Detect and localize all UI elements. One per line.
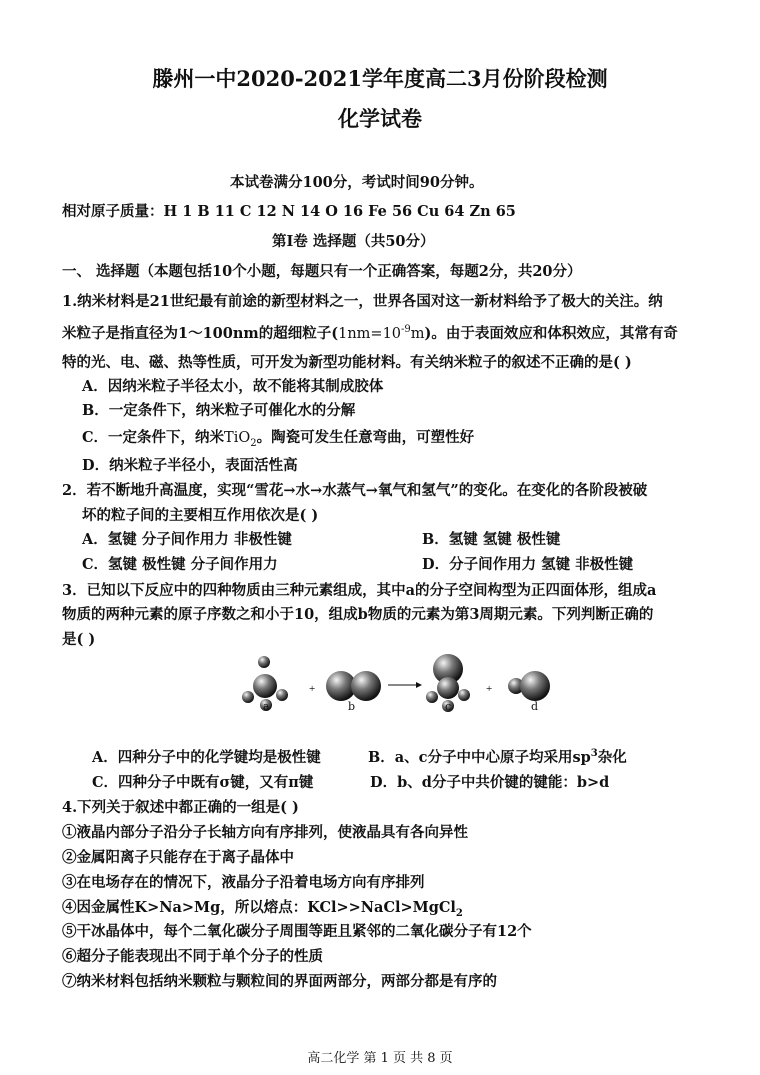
q3-line3: 是( ) — [62, 631, 96, 648]
q2-option-d: D．分子间作用力 氢键 非极性键 — [422, 556, 634, 573]
q1-line2 — [62, 324, 678, 344]
q1-line2a: 米粒子是指直径为1～100nm的超细粒子( — [62, 325, 339, 342]
label-d: d — [531, 700, 539, 713]
molecule-d — [508, 671, 550, 701]
atomic-mass: 相对原子质量：H 1 B 11 C 12 N 14 O 16 Fe 56 Cu 64 Zn 65 — [62, 203, 516, 220]
q4-item-2: ②金属阳离子只能存在于离子晶体中 — [62, 849, 294, 866]
q1-option-c: C．一定条件下，纳米TiO$_2$。陶瓷可发生任意弯曲，可塑性好 — [82, 429, 475, 449]
q1-line1: 1.纳米材料是21世纪最有前途的新型材料之一，世界各国对这一新材料给予了极大的关注。纳 — [62, 293, 663, 310]
exam-subtitle: 化学试卷 — [338, 106, 422, 131]
q1-option-a: A．因纳米粒子半径太小，故不能将其制成胶体 — [82, 378, 384, 395]
q4-line1: 4.下列关于叙述中都正确的一组是( ) — [62, 799, 299, 816]
q4-item-5: ⑤干冰晶体中，每个二氧化碳分子周围等距且紧邻的二氧化碳分子有12个 — [62, 923, 532, 940]
q1-option-b: B．一定条件下，纳米粒子可催化水的分解 — [82, 402, 356, 419]
plus-sign-1: + — [309, 683, 316, 695]
q1-line2b: )。由于表面效应和体积效应，其常有奇 — [424, 325, 678, 342]
q2-line1: 2．若不断地升高温度，实现“雪花→水→水蒸气→氧气和氢气”的变化。在变化的各阶段被破 — [62, 482, 648, 499]
q2-option-a: A．氢键 分子间作用力 非极性键 — [82, 531, 292, 548]
q4-item-7: ⑦纳米材料包括纳米颗粒与颗粒间的界面两部分，两部分都是有序的 — [62, 973, 497, 990]
q3-option-d: D．b、d分子中共价键的键能：b>d — [370, 774, 610, 791]
q3-option-a: A．四种分子中的化学键均是极性键 — [92, 749, 321, 766]
q1-option-d: D．纳米粒子半径小，表面活性高 — [82, 457, 298, 474]
label-b: b — [348, 700, 356, 713]
exam-title: 滕州一中2020-2021学年度高二3月份阶段检测 — [152, 66, 608, 91]
plus-sign-2: + — [486, 683, 493, 695]
tio2-formula: TiO$_2$ — [224, 430, 257, 449]
molecule-b — [326, 671, 381, 701]
q4-item-3: ③在电场存在的情况下，液晶分子沿着电场方向有序排列 — [62, 874, 425, 891]
q4-item-6: ⑥超分子能表现出不同于单个分子的性质 — [62, 948, 323, 965]
reaction-arrow — [388, 682, 422, 688]
q2-option-c: C．氢键 极性键 分子间作用力 — [82, 556, 278, 573]
q3-option-c: C．四种分子中既有σ键，又有π键 — [92, 774, 314, 791]
q4-item-1: ①液晶内部分子沿分子长轴方向有序排列，使液晶具有各向异性 — [62, 824, 468, 841]
page-footer: 高二化学 第 1 页 共 8 页 — [307, 1051, 453, 1066]
q3-line2: 物质的两种元素的原子序数之和小于10，组成b物质的元素为第3周期元素。下列判断正确的 — [62, 606, 654, 623]
q2-option-b: B．氢键 氢键 极性键 — [422, 531, 561, 548]
part-heading: 第Ⅰ卷 选择题（共50分） — [272, 233, 435, 250]
exam-info: 本试卷满分100分，考试时间90分钟。 — [230, 174, 484, 191]
q3-option-b: B．a、c分子中中心原子均采用$sp^3$杂化 — [368, 748, 627, 766]
q3-line1: 3．已知以下反应中的四种物质由三种元素组成，其中a的分子空间构型为正四面体形，组成a — [62, 582, 657, 599]
q1-line3: 特的光、电、磁、热等性质，可开发为新型功能材料。有关纳米粒子的叙述不正确的是( ) — [62, 354, 632, 371]
label-c: c — [445, 700, 452, 713]
q2-line2: 坏的粒子间的主要相互作用依次是( ) — [82, 507, 319, 524]
q4-item-4: ④因金属性K>Na>Mg，所以熔点：KCl>>NaCl>MgCl$_2$ — [62, 899, 463, 919]
q1-unit: $1nm=10^{-9}m$ — [338, 324, 425, 342]
reaction-diagram — [236, 650, 576, 720]
section-heading: 一、 选择题（本题包括10个小题，每题只有一个正确答案，每题2分，共20分） — [62, 263, 582, 280]
label-a: a — [263, 700, 270, 713]
